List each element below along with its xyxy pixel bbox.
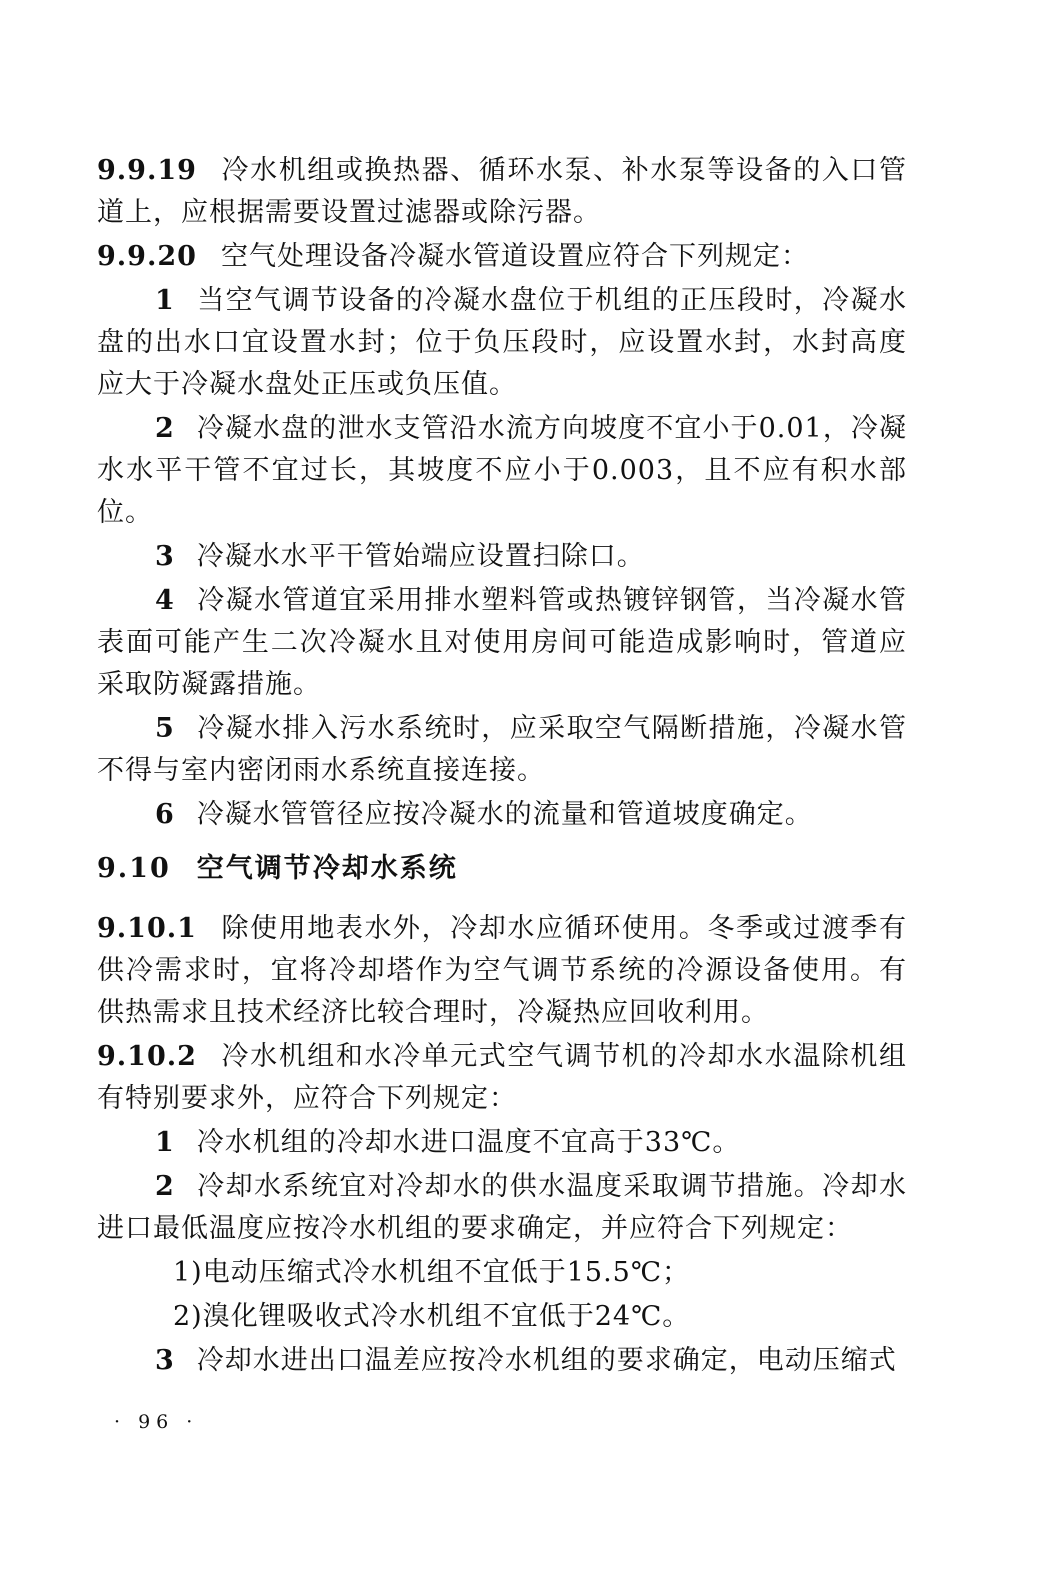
list-item [97,794,907,836]
clause-9-9-19 [97,150,907,234]
item-text: 冷却水系统宜对冷却水的供水温度采取调节措施。冷却水进口最低温度应按冷水机组的要求确定，并应符合下列规定： [97,1171,907,1244]
section-number: 9.10 [97,853,171,884]
list-item [97,1122,907,1164]
item-text: 冷凝水管管径应按冷凝水的流量和管道坡度确定。 [196,799,813,830]
clause-text: 冷水机组和水冷单元式空气调节机的冷却水水温除机组有特别要求外，应符合下列规定： [97,1041,907,1114]
item-text: 冷凝水水平干管始端应设置扫除口。 [196,541,645,572]
list-item [97,1166,907,1250]
list-item [97,536,907,578]
item-number: 6 [155,799,175,830]
item-text: 冷凝水排入污水系统时，应采取空气隔断措施，冷凝水管不得与室内密闭雨水系统直接连接。 [97,713,907,786]
item-number: 5 [155,713,175,744]
clause-text: 空气处理设备冷凝水管道设置应符合下列规定： [220,241,809,272]
list-item [97,708,907,792]
clause-number: 9.9.20 [97,241,197,272]
list-item [97,580,907,706]
sub-item-label: 2) [173,1301,203,1332]
clause-text: 冷水机组或换热器、循环水泵、补水泵等设备的入口管道上，应根据需要设置过滤器或除污器。 [97,155,907,228]
clause-number: 9.10.1 [97,913,197,944]
list-item [97,280,907,406]
clause-number: 9.9.19 [97,155,197,186]
item-number: 3 [155,1345,175,1376]
section-title: 空气调节冷却水系统 [196,853,458,884]
list-item [97,1340,907,1382]
item-text: 冷水机组的冷却水进口温度不宜高于33℃。 [196,1127,741,1158]
sub-item [97,1252,907,1294]
section-heading [97,848,907,890]
sub-item-text: 溴化锂吸收式冷水机组不宜低于24℃。 [202,1301,691,1332]
clause-9-10-1 [97,908,907,1034]
item-text: 冷却水进出口温差应按冷水机组的要求确定，电动压缩式 [196,1345,897,1376]
item-text: 冷凝水管道宜采用排水塑料管或热镀锌钢管，当冷凝水管表面可能产生二次冷凝水且对使用房间可能造成影响时，管道应采取防凝露措施。 [97,585,907,700]
item-number: 2 [155,1171,175,1202]
item-text: 当空气调节设备的冷凝水盘位于机组的正压段时，冷凝水盘的出水口宜设置水封；位于负压段时，应设置水封，水封高度应大于冷凝水盘处正压或负压值。 [97,285,907,400]
item-text: 冷凝水盘的泄水支管沿水流方向坡度不宜小于0.01，冷凝水水平干管不宜过长，其坡度不应小于0.003，且不应有积水部位。 [97,413,907,528]
clause-text: 除使用地表水外，冷却水应循环使用。冬季或过渡季有供冷需求时，宜将冷却塔作为空气调节系统的冷源设备使用。有供热需求且技术经济比较合理时，冷凝热应回收利用。 [97,913,907,1028]
item-number: 4 [155,585,175,616]
clause-number: 9.10.2 [97,1041,197,1072]
sub-item-text: 电动压缩式冷水机组不宜低于15.5℃； [202,1257,691,1288]
sub-item-label: 1) [173,1257,203,1288]
list-item [97,408,907,534]
page-number: · 96 · [114,1411,199,1433]
item-number: 3 [155,541,175,572]
sub-item [97,1296,907,1338]
clause-9-10-2 [97,1036,907,1120]
clause-9-9-20 [97,236,907,278]
item-number: 1 [155,1127,175,1158]
body-text [97,150,907,1384]
item-number: 1 [155,285,175,316]
item-number: 2 [155,413,175,444]
